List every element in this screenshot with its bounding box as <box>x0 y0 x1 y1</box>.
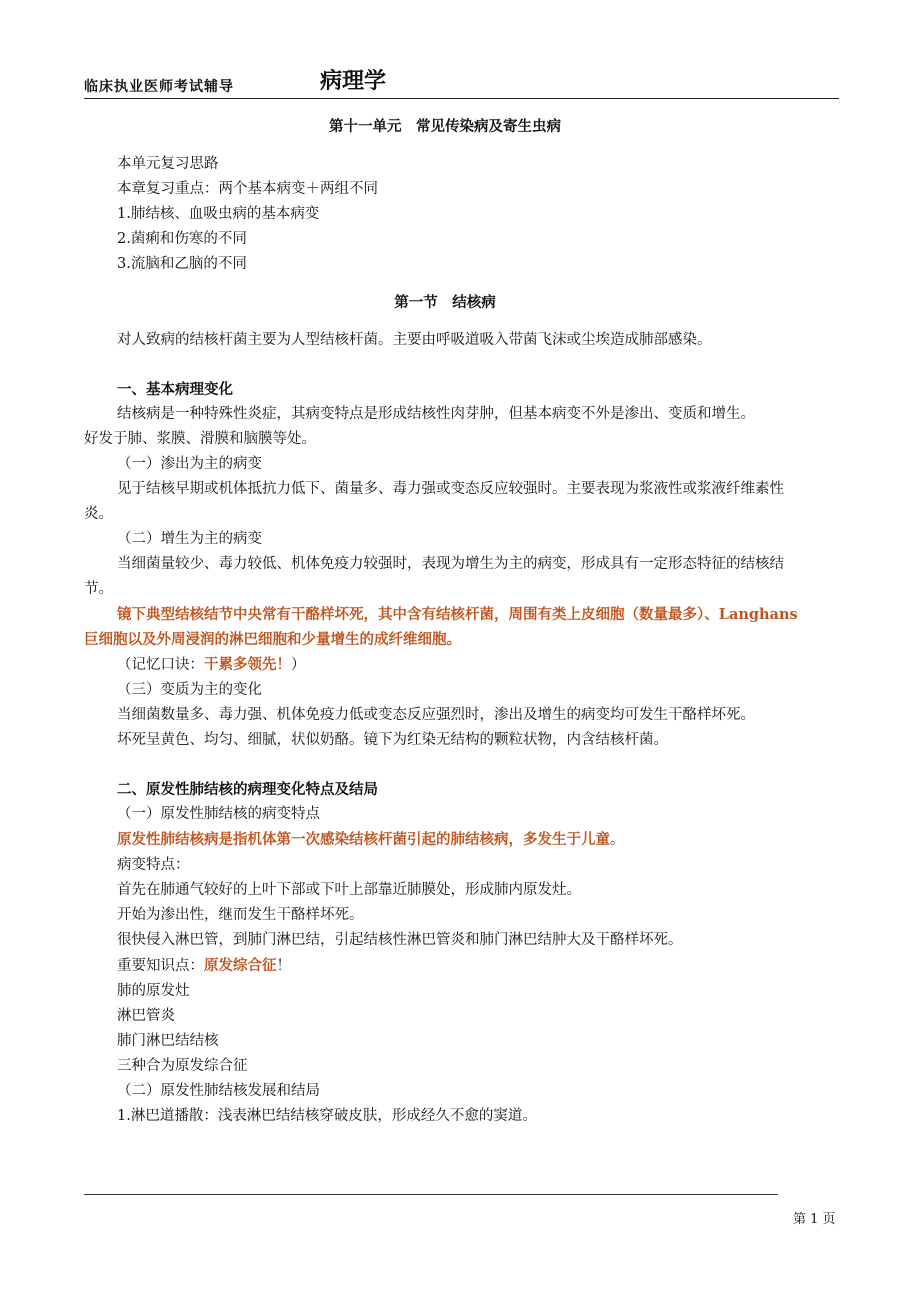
memo-highlight: 干累多领先！ <box>204 656 291 673</box>
subheading: （三）变质为主的变化 <box>117 682 262 698</box>
paragraph: 开始为渗出性，继而发生干酪样坏死。 <box>117 907 364 923</box>
header-subject: 病理学 <box>320 69 387 94</box>
page-header <box>84 62 839 99</box>
review-line: 3.流脑和乙脑的不同 <box>117 256 247 272</box>
subheading: （二）原发性肺结核发展和结局 <box>117 1083 320 1099</box>
review-line: 本章复习重点：两个基本病变＋两组不同 <box>117 181 378 197</box>
unit-title: 第十一单元 常见传染病及寄生虫病 <box>329 118 561 135</box>
key-point-suffix: ！ <box>276 958 291 974</box>
key-point-prefix: 重要知识点： <box>117 958 204 974</box>
header-course: 临床执业医师考试辅导 <box>84 79 234 95</box>
subheading: （一）原发性肺结核的病变特点 <box>117 806 320 822</box>
key-point-line <box>117 953 839 979</box>
subheading: （一）渗出为主的病变 <box>117 456 262 472</box>
paragraph: 当细菌数量多、毒力强、机体免疫力低或变态反应强烈时，渗出及增生的病变均可发生干酪样坏死。 <box>117 707 755 723</box>
memo-suffix: ） <box>291 657 306 673</box>
paragraph: 很快侵入淋巴管，到肺门淋巴结，引起结核性淋巴管炎和肺门淋巴结肿大及干酪样坏死。 <box>117 932 683 948</box>
list-item: 肺门淋巴结结核 <box>117 1033 219 1049</box>
paragraph: 结核病是一种特殊性炎症，其病变特点是形成结核性肉芽肿，但基本病变不外是渗出、变质和增生。 <box>117 406 755 422</box>
list-item: 三种合为原发综合征 <box>117 1058 248 1074</box>
review-line: 本单元复习思路 <box>117 156 219 172</box>
list-item: 肺的原发灶 <box>117 983 190 999</box>
subheading: （二）增生为主的病变 <box>117 531 262 547</box>
intro-paragraph: 对人致病的结核杆菌主要为人型结核杆菌。主要由呼吸道吸入带菌飞沫或尘埃造成肺部感染。 <box>117 332 712 348</box>
list-item: 淋巴管炎 <box>117 1008 175 1024</box>
paragraph: 首先在肺通气较好的上叶下部或下叶上部靠近肺膜处，形成肺内原发灶。 <box>117 882 581 898</box>
paragraph: 坏死呈黄色、均匀、细腻，状似奶酪。镜下为红染无结构的颗粒状物，内含结核杆菌。 <box>117 732 668 748</box>
part1-heading: 一、基本病理变化 <box>117 381 233 398</box>
paragraph: 见于结核早期或机体抵抗力低下、菌量多、毒力强或变态反应较强时。主要表现为浆液性或浆液纤维素性炎。 <box>84 481 784 522</box>
paragraph: 1.淋巴道播散：浅表淋巴结结核穿破皮肤，形成经久不愈的窦道。 <box>117 1108 537 1124</box>
document-body <box>84 114 839 1129</box>
highlight-end: 。 <box>610 832 625 848</box>
memo-line <box>117 652 839 678</box>
part2-heading: 二、原发性肺结核的病理变化特点及结局 <box>117 781 378 798</box>
footer-divider <box>84 1194 778 1195</box>
section-title: 第一节 结核病 <box>394 294 496 311</box>
review-line: 2.菌痢和伤寒的不同 <box>117 231 247 247</box>
page-number: 第 1 页 <box>793 1212 836 1227</box>
key-point-highlight: 原发综合征 <box>204 957 277 974</box>
highlight-paragraph: 镜下典型结核结节中央常有干酪样坏死，其中含有结核杆菌，周围有类上皮细胞（数量最多）、Langhans巨细胞以及外周浸润的淋巴细胞和少量增生的成纤维细胞。 <box>84 606 798 648</box>
highlight-line <box>117 827 839 853</box>
paragraph: 好发于肺、浆膜、滑膜和脑膜等处。 <box>84 431 316 447</box>
review-line: 1.肺结核、血吸虫病的基本病变 <box>117 206 320 222</box>
paragraph: 病变特点： <box>117 857 190 873</box>
memo-prefix: （记忆口诀： <box>117 657 204 673</box>
highlight-text: 原发性肺结核病是指机体第一次感染结核杆菌引起的肺结核病，多发生于儿童 <box>117 831 610 848</box>
paragraph: 当细菌量较少、毒力较低、机体免疫力较强时，表现为增生为主的病变，形成具有一定形态特征的结核结节。 <box>84 556 784 597</box>
